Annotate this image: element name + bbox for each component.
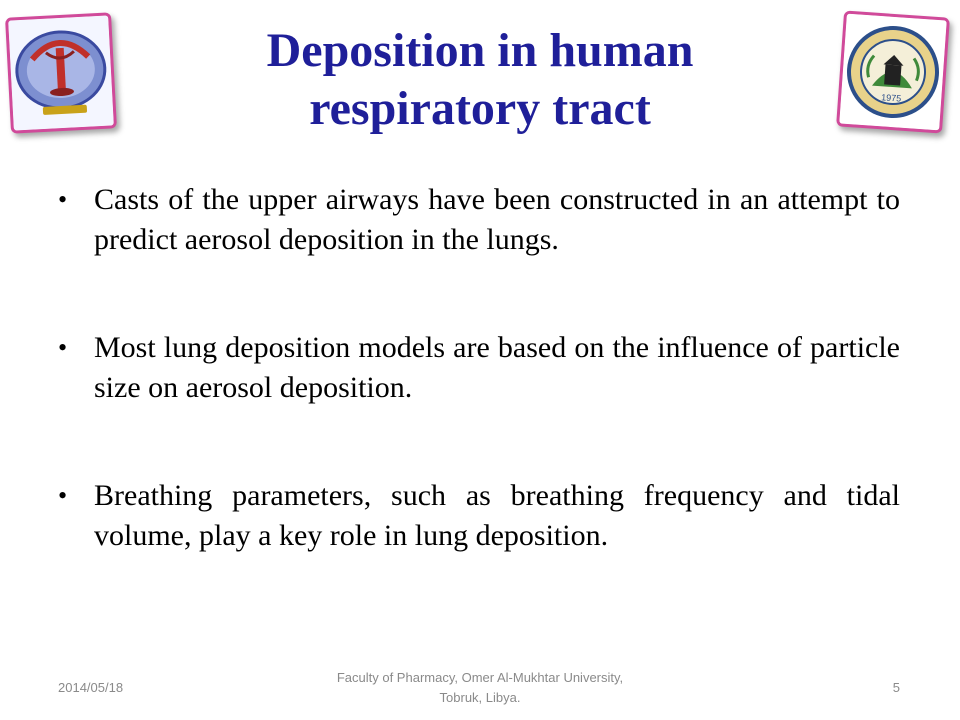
bullet-icon: • bbox=[58, 185, 68, 214]
footer-affiliation-line-2: Tobruk, Libya. bbox=[439, 690, 521, 705]
bullet-item bbox=[58, 328, 900, 408]
bullet-text: Casts of the upper airways have been constructed in an attempt to predict aerosol deposition in the lungs. bbox=[94, 183, 900, 256]
bullet-item bbox=[58, 476, 900, 556]
bullet-list bbox=[58, 180, 900, 624]
faculty-logo bbox=[5, 12, 117, 133]
title-line-2: respiratory tract bbox=[309, 82, 651, 135]
footer-affiliation bbox=[330, 668, 630, 708]
university-logo bbox=[836, 10, 950, 133]
page-number: 5 bbox=[892, 680, 900, 695]
university-seal-icon bbox=[839, 14, 946, 131]
bullet-icon: • bbox=[58, 333, 68, 362]
bullet-text: Most lung deposition models are based on the influence of particle size on aerosol deposition. bbox=[94, 331, 900, 404]
bullet-item bbox=[58, 180, 900, 260]
slide-title bbox=[150, 22, 810, 138]
footer-date: 2014/05/18 bbox=[58, 680, 124, 695]
pharmacy-faculty-logo-icon bbox=[8, 15, 114, 130]
bullet-icon: • bbox=[58, 481, 68, 510]
bullet-text: Breathing parameters, such as breathing frequency and tidal volume, play a key role in lung deposition. bbox=[94, 479, 900, 552]
footer-affiliation-line-1: Faculty of Pharmacy, Omer Al-Mukhtar University, bbox=[336, 670, 624, 685]
title-line-1: Deposition in human bbox=[266, 24, 694, 77]
seal-year: 1975 bbox=[880, 92, 902, 104]
